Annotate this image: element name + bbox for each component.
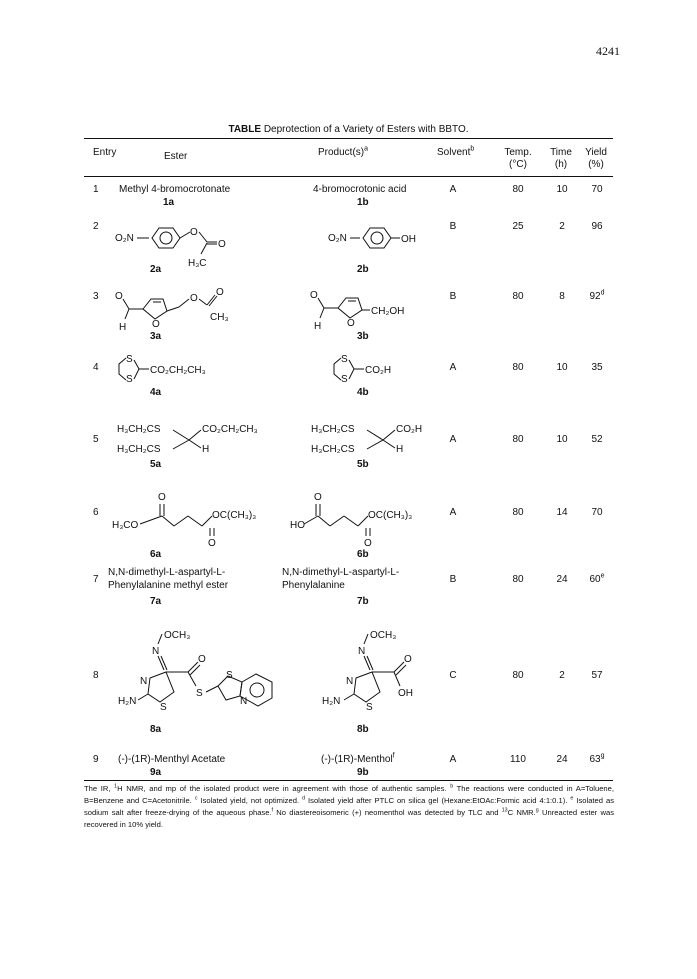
header-time-unit: (h) <box>554 159 568 170</box>
row6-time: 14 <box>556 507 568 518</box>
row2-product-id: 2b <box>357 264 369 275</box>
aldehyde-o-label: O <box>115 291 123 302</box>
btz-n-label: N <box>240 696 248 707</box>
top-o-label: O <box>158 492 166 503</box>
row8-ester-id: 8a <box>150 724 162 735</box>
aldehyde-h-label: H <box>314 321 322 332</box>
row7-entry: 7 <box>93 574 99 585</box>
o2n-label: O₂N <box>328 233 347 244</box>
h3ch2cs-bottom-label: H₃CH₂CS <box>311 444 355 455</box>
header-solvent-text: Solvent <box>437 147 471 158</box>
caption-text: Deprotection of a Variety of Esters with BBTO. <box>261 124 469 135</box>
row3-yield-sup: d <box>600 289 605 297</box>
footnote-g: Unreacted ester was recovered in 10% yield. <box>84 808 614 829</box>
row4-yield: 35 <box>591 362 603 373</box>
bottom-o-label: O <box>208 538 216 549</box>
row3-product-id: 3b <box>357 331 369 342</box>
page-number: 4241 <box>596 44 620 58</box>
footnote-g-mark: g <box>535 807 539 814</box>
row6-temp: 80 <box>512 507 524 518</box>
row9-ester-id: 9a <box>150 767 162 778</box>
footnote-c-mark: c <box>194 795 198 802</box>
row9-solvent: A <box>449 754 457 765</box>
h3ch2cs-top-label: H₃CH₂CS <box>311 424 355 435</box>
dithiolane-s1-label: S <box>341 354 348 365</box>
furan-o-label: O <box>152 319 160 330</box>
och3-label: OCH₃ <box>164 630 191 641</box>
carbonyl-o-label: O <box>216 287 224 298</box>
row5-entry: 5 <box>93 434 99 445</box>
row4-entry: 4 <box>93 362 99 373</box>
oxime-n-label: N <box>152 646 160 657</box>
top-rule <box>84 138 613 139</box>
row3-product-structure <box>310 284 450 334</box>
row7-yield <box>582 574 612 586</box>
row9-time: 24 <box>556 754 568 765</box>
row5-ester-id: 5a <box>150 459 162 470</box>
row7-solvent: B <box>449 574 457 585</box>
row5-temp: 80 <box>512 434 524 445</box>
row3-time: 8 <box>559 291 565 302</box>
h3c-label: H₃C <box>188 258 207 269</box>
row8-temp: 80 <box>512 670 524 681</box>
thiazole-n-label: N <box>140 676 148 687</box>
row1-yield-value: 70 <box>591 184 603 195</box>
bottom-rule <box>84 780 613 781</box>
h-label: H <box>396 444 404 455</box>
co2h-label: CO₂H <box>365 365 392 376</box>
row8-yield: 57 <box>591 670 603 681</box>
footnote-1-mark: 1 <box>114 783 118 790</box>
footnote-13: C NMR. <box>507 808 536 817</box>
row7-product-line1: N,N-dimethyl-L-aspartyl-L- <box>282 567 400 578</box>
row7-product-id: 7b <box>357 596 369 607</box>
row2-ester-id: 2a <box>150 264 162 275</box>
row6-ester-structure <box>112 488 302 548</box>
dithiolane-s1-label: S <box>126 354 133 365</box>
h3ch2cs-bottom-label: H₃CH₂CS <box>117 444 161 455</box>
header-product <box>318 147 368 159</box>
co2ch2ch3-label: CO₂CH₂CH₃ <box>150 365 206 376</box>
footnote-b-mark: b <box>450 783 454 790</box>
row9-temp: 110 <box>510 754 526 765</box>
row1-yield <box>582 184 612 196</box>
row8-time: 2 <box>559 670 565 681</box>
thiazole-s-label: S <box>160 702 167 713</box>
ester-o-label: O <box>190 227 198 238</box>
row4-ester-structure <box>115 352 275 388</box>
dithiolane-s2-label: S <box>126 374 133 385</box>
carbonyl-o-label: O <box>218 239 226 250</box>
footnote-1: H NMR, and mp of the isolated product were in agreement with those of authentic samples. <box>117 784 451 793</box>
row5-product-id: 5b <box>357 459 369 470</box>
h3ch2cs-top-label: H₃CH₂CS <box>117 424 161 435</box>
co2h-label: CO₂H <box>396 424 423 435</box>
row8-solvent: C <box>449 670 457 681</box>
row7-ester-line2: Phenylalanine methyl ester <box>108 580 229 591</box>
footnote-0: The IR, <box>84 784 115 793</box>
row8-product-id: 8b <box>357 724 369 735</box>
row6-product-structure <box>290 488 450 548</box>
och3-label: OCH₃ <box>370 630 397 641</box>
header-temp <box>498 147 538 171</box>
row3-entry: 3 <box>93 291 99 302</box>
oxime-n-label: N <box>358 646 366 657</box>
row9-product-sup: f <box>392 752 395 760</box>
row1-product: 4-bromocrotonic acid <box>313 184 407 195</box>
header-temp-unit: (°C) <box>509 159 527 170</box>
header-time-label: Time <box>550 147 572 158</box>
row9-product <box>321 754 395 766</box>
row4-solvent: A <box>449 362 457 373</box>
aldehyde-o-label: O <box>310 290 318 301</box>
row4-product-structure <box>330 352 450 388</box>
row9-yield-value: 63 <box>589 754 601 765</box>
row6-ester-id: 6a <box>150 549 162 560</box>
row9-yield-sup: g <box>600 752 605 760</box>
row2-product-structure <box>328 226 448 258</box>
h2n-label: H₂N <box>118 696 137 707</box>
row3-solvent: B <box>449 291 457 302</box>
ch3-label: CH₃ <box>210 312 229 323</box>
row1-product-id: 1b <box>357 197 369 208</box>
footnote-f: No diastereoisomeric (+) neomenthol was detected by TLC and <box>273 808 502 817</box>
thiazole-s-label: S <box>366 702 373 713</box>
footnote-c: Isolated yield, not optimized. <box>197 796 303 805</box>
top-o-label: O <box>314 492 322 503</box>
thioester-o-label: O <box>198 654 206 665</box>
row8-entry: 8 <box>93 670 99 681</box>
header-product-sup: a <box>364 145 369 153</box>
header-ester: Ester <box>164 151 188 162</box>
row7-time: 24 <box>556 574 568 585</box>
row4-temp: 80 <box>512 362 524 373</box>
header-rule <box>84 176 613 177</box>
h2n-label: H₂N <box>322 696 341 707</box>
thioester-s-label: S <box>196 688 203 699</box>
row7-product-line2: Phenylalanine <box>282 580 345 591</box>
row9-ester: (-)-(1R)-Menthyl Acetate <box>118 754 226 765</box>
header-product-text: Product(s) <box>318 147 365 158</box>
row6-solvent: A <box>449 507 457 518</box>
oc-ch3-3-label: OC(CH₃)₃ <box>212 510 257 521</box>
row5-yield: 52 <box>591 434 603 445</box>
oh-label: OH <box>401 234 416 245</box>
row4-product-id: 4b <box>357 387 369 398</box>
row3-ester-structure <box>115 285 255 335</box>
row3-temp: 80 <box>512 291 524 302</box>
table-footnotes <box>84 783 614 831</box>
row7-ester-line1: N,N-dimethyl-L-aspartyl-L- <box>108 567 226 578</box>
header-yield <box>580 147 612 171</box>
row7-ester-id: 7a <box>150 596 162 607</box>
footnote-b: The reactions were conducted in A=Toluene, B=Benzene and C=Acetonitrile. <box>84 784 614 805</box>
caption-label: TABLE <box>228 124 262 135</box>
row4-ester-id: 4a <box>150 387 162 398</box>
row7-yield-sup: e <box>600 572 605 580</box>
header-entry: Entry <box>93 147 117 158</box>
row1-ester: Methyl 4-bromocrotonate <box>119 184 231 195</box>
acid-o-label: O <box>404 654 412 665</box>
btz-s-label: S <box>226 670 233 681</box>
thiazole-n-label: N <box>346 676 354 687</box>
row5-ester-structure <box>117 416 297 466</box>
header-yield-label: Yield <box>585 147 607 158</box>
footnote-d: Isolated yield after PTLC on silica gel (Hexane:EtOAc:Formic acid 4:1:0.1). <box>305 796 571 805</box>
row5-product-structure <box>311 416 441 466</box>
row2-solvent: B <box>449 221 457 232</box>
footnote-13-mark: 13 <box>501 807 508 814</box>
header-temp-label: Temp. <box>504 147 532 158</box>
row7-temp: 80 <box>512 574 524 585</box>
row3-ester-id: 3a <box>150 331 162 342</box>
row4-time: 10 <box>556 362 568 373</box>
row2-time: 2 <box>559 221 565 232</box>
row6-entry: 6 <box>93 507 99 518</box>
row1-entry: 1 <box>93 184 99 195</box>
row2-entry: 2 <box>93 221 99 232</box>
row5-time: 10 <box>556 434 568 445</box>
row9-entry: 9 <box>93 754 99 765</box>
footnote-e-mark: e <box>570 795 574 802</box>
row3-yield <box>582 291 612 303</box>
row8-product-structure <box>300 620 440 720</box>
row5-solvent: A <box>449 434 457 445</box>
header-time <box>546 147 576 171</box>
footnote-d-mark: d <box>302 795 306 802</box>
row1-ester-id: 1a <box>163 197 175 208</box>
row6-product-id: 6b <box>357 549 369 560</box>
row1-temp: 80 <box>512 184 524 195</box>
ch2oh-label: CH₂OH <box>371 306 405 317</box>
row1-solvent: A <box>449 184 457 195</box>
row9-yield <box>582 754 612 766</box>
row2-yield: 96 <box>591 221 603 232</box>
footnote-f-mark: f <box>271 807 274 814</box>
oh-label: OH <box>398 688 413 699</box>
row9-product-id: 9b <box>357 767 369 778</box>
o2n-label: O₂N <box>115 233 134 244</box>
furan-o-label: O <box>347 318 355 329</box>
aldehyde-h-label: H <box>119 322 127 333</box>
row3-yield-value: 92 <box>589 291 601 302</box>
oc-ch3-3-label: OC(CH₃)₃ <box>368 510 413 521</box>
co2ch2ch3-label: CO₂CH₂CH₃ <box>202 424 258 435</box>
row8-ester-structure <box>118 620 308 720</box>
header-solvent-sup: b <box>470 145 475 153</box>
row1-time: 10 <box>556 184 568 195</box>
row2-ester-structure <box>115 218 245 268</box>
row6-yield: 70 <box>591 507 603 518</box>
h3co-label: H₃CO <box>112 520 139 531</box>
row2-temp: 25 <box>512 221 524 232</box>
h-label: H <box>202 444 210 455</box>
ho-label: HO <box>290 520 305 531</box>
header-solvent <box>437 147 474 159</box>
dithiolane-s2-label: S <box>341 374 348 385</box>
row9-product-text: (-)-(1R)-Menthol <box>321 754 393 765</box>
row7-yield-value: 60 <box>589 574 601 585</box>
header-yield-unit: (%) <box>588 159 604 170</box>
table-caption <box>0 124 697 135</box>
ester-o-label: O <box>190 293 198 304</box>
footnote-e: Isolated as sodium salt after freeze-drying of the aqueous phase. <box>84 796 615 817</box>
bottom-o-label: O <box>364 538 372 549</box>
